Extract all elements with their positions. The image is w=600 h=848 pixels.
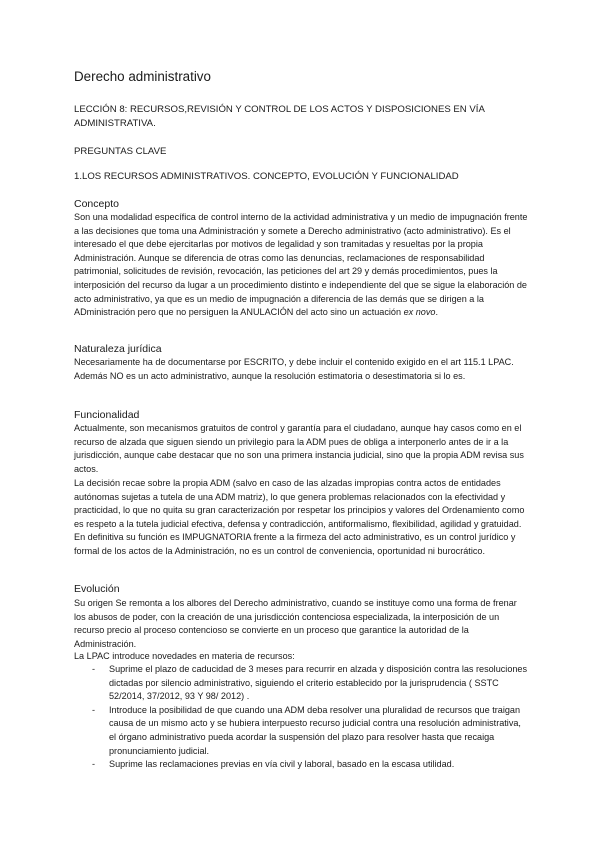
naturaleza-paragraph: Necesariamente ha de documentarse por ESCRITO, y debe incluir el contenido exigido en el art 115.1 LPAC. Además NO es un acto administrativo, aunque la resolución estimatoria o desestimatoria si lo es. <box>74 357 514 381</box>
funcionalidad-paragraph-1: Actualmente, son mecanismos gratuitos de control y garantía para el ciudadano, aunque hay casos como en el recurso de alzada que siguen siendo un privilegio para la ADM pues de obliga a interponerlo antes de ir a la jurisdicción, aunque cabe destacar que no son una primera instancia judicial, sino que la propia ADM revisa sus actos. <box>74 423 524 474</box>
list-item <box>74 663 530 704</box>
list-item <box>74 758 530 772</box>
list-item-text: Suprime el plazo de caducidad de 3 meses para recurrir en alzada y disposición contra las resoluciones dictadas por silencio administrativo, siguiendo el criterio establecido por la jurisprudencia ( SSTC 52/2014, 37/2012, 93 Y 98/ 2012) . <box>109 664 528 702</box>
list-item-text: Introduce la posibilidad de que cuando una ADM deba resolver una pluralidad de recursos que traigan causa de un mismo acto y se hubiera interpuesto recurso judicial contra una resolución administrativa, el órgano administrativo pueda acordar la suspensión del plazo para resolver hasta que recaiga pronunciamiento judicial. <box>109 704 521 756</box>
list-dash: - <box>92 759 96 770</box>
concepto-text-end: . <box>435 307 438 318</box>
list-dash: - <box>92 664 96 674</box>
concepto-text: Son una modalidad específica de control interno de la actividad administrativa y un medio de impugnación frente a las decisiones que toma una Administración y somete a Derecho administrativo (acto administrativo). Es el interesado el que debe ejercitarlas por motivos de legalidad y son tramitadas y resueltas por la propia Administración. Aunque se diferencia de otras como las denuncias, reclamaciones de responsabilidad patrimonial, solicitudes de revisión, revocación, las peticiones del art 29 y demás procedimientos, pues la interposición del recurso da lugar a un procedimiento distinto e independiente del que se sigue la elaboración de acto administrativo, ya que es un medio de impugnación a diferencia de las demás que se dirigen a la ADministración pero que no persiguen la ANULACIÓN del acto sino un actuación <box>74 212 528 318</box>
list-item <box>74 704 530 758</box>
list-dash: - <box>92 704 96 715</box>
evolucion-paragraph-2: La LPAC introduce novedades en materia de recursos: <box>74 651 295 661</box>
concepto-emphasis: ex novo <box>403 307 436 318</box>
evolucion-paragraph-1: Su origen Se remonta a los albores del Derecho administrativo, cuando se instituye como una forma de frenar los abusos de poder, con la creación de una jurisdicción contenciosa especializada, la interposición de un recurso precio al proceso contencioso se convierte en un proceso que garantice la autoridad de la Administración. <box>74 598 517 649</box>
naturaleza-heading: Naturaleza jurídica <box>74 343 162 355</box>
preguntas-clave-heading: PREGUNTAS CLAVE <box>74 146 167 157</box>
evolucion-heading: Evolución <box>74 583 120 595</box>
section-1-heading: 1.LOS RECURSOS ADMINISTRATIVOS. CONCEPTO, EVOLUCIÓN Y FUNCIONALIDAD <box>74 171 459 182</box>
document-title: Derecho administrativo <box>74 69 211 84</box>
evolucion-list <box>74 663 530 772</box>
list-item-text: Suprime las reclamaciones previas en vía civil y laboral, basado en la escasa utilidad. <box>109 759 455 770</box>
lesson-heading: LECCIÓN 8: RECURSOS,REVISIÓN Y CONTROL DE LOS ACTOS Y DISPOSICIONES EN VÍA ADMINISTRATIVA. <box>74 104 485 129</box>
funcionalidad-heading: Funcionalidad <box>74 409 140 421</box>
concepto-paragraph <box>74 211 530 320</box>
funcionalidad-paragraph-2: La decisión recae sobre la propia ADM (salvo en caso de las alzadas impropias contra actos de entidades autónomas sujetas a tutela de una ADM matriz), lo que genera problemas relacionados con la efectividad y practicidad, lo que no quita su gran caracterización por respetar los principios y valores del Ordenamiento como es respeto a la tutela judicial efectiva, defensa y contradicción, antiformalismo, flexibilidad, agilidad y gratuidad. En definitiva su función es IMPUGNATORIA frente a la firmeza del acto administrativo, es un control jurídico y formal de los actos de la Administración, no es un control de conveniencia, oportunidad ni burocrático. <box>74 478 525 556</box>
concepto-heading: Concepto <box>74 198 119 210</box>
